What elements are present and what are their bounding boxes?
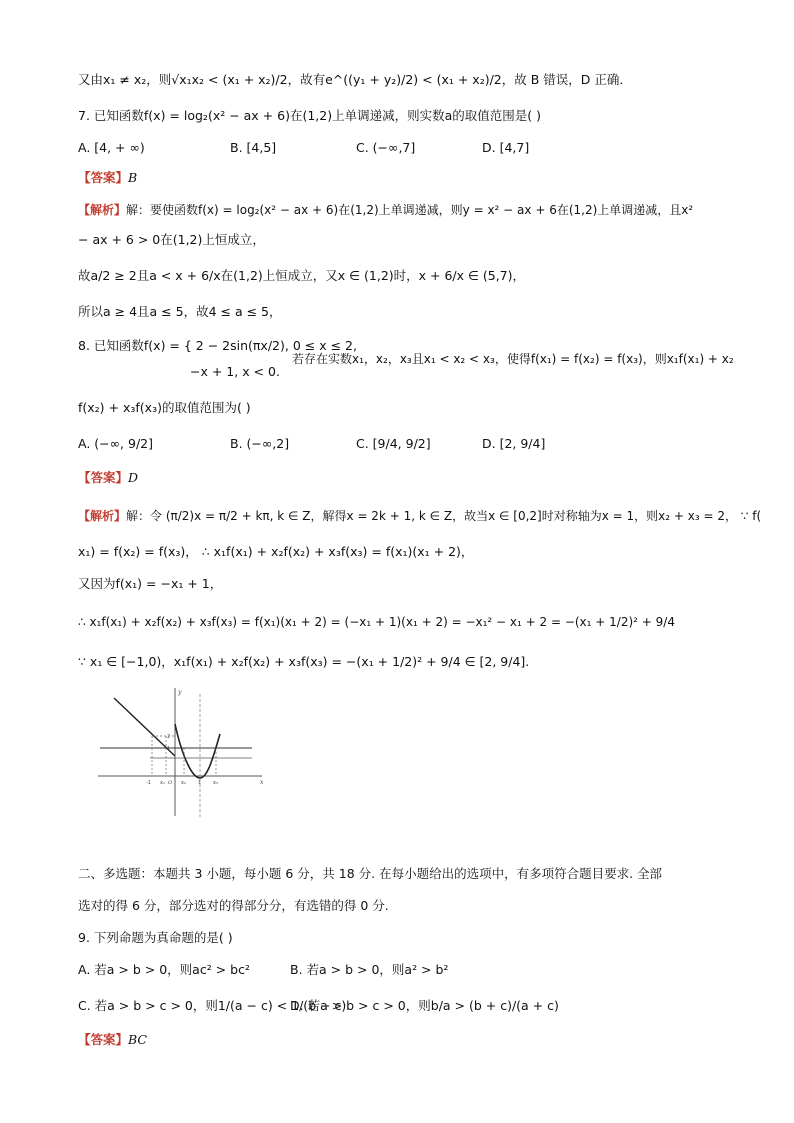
q7-solution-2: − ax + 6 > 0在(1,2)上恒成立， [78,232,265,247]
q7-option-d: D. [4,7] [482,140,530,155]
tick-one: 1 [198,780,202,786]
q7-answer [78,168,137,188]
q7-solution-3: 故a/2 ≥ 2且a < x + 6/x在(1,2)上恒成立，又x ∈ (1,2)时，x + 6/x ∈ (5,7)， [78,268,526,283]
answer-value: B [128,170,138,185]
tick-x2: x₂ [181,780,186,786]
solution-text: 解：要使函数f(x) = log₂(x² − ax + 6)在(1,2)上单调递减，则y = x² − ax + 6在(1,2)上单调递减，且x² [126,203,694,217]
question-9: 9. 下列命题为真命题的是( ) [78,930,233,945]
answer-tag: 【答案】 [78,1032,129,1047]
q7-solution-4: 所以a ≥ 4且a ≤ 5，故4 ≤ a ≤ 5， [78,304,282,319]
tick-minus-one: -1 [146,780,151,786]
q9-answer [78,1030,147,1050]
answer-tag: 【答案】 [78,170,129,185]
tick-x1: x₁ [160,780,165,786]
q8-answer [78,468,138,488]
q8-option-b: B. (−∞,2] [230,436,290,451]
label-origin: O [168,780,173,786]
q8-solution-5: ∵ x₁ ∈ [−1,0)，x₁f(x₁) + x₂f(x₂) + x₃f(x₃) = −(x₁ + 1/2)² + 9/4 ∈ [2, 9/4]. [78,654,530,669]
answer-value: D [128,470,139,485]
q8-solution-2: x₁) = f(x₂) = f(x₃)， ∴ x₁f(x₁) + x₂f(x₂) + x₃f(x₃) = f(x₁)(x₁ + 2)， [78,544,474,559]
question-8-line-b: −x + 1, x < 0. [190,364,280,379]
line-left-branch [114,698,175,756]
solution-text: 解：令 (π/2)x = π/2 + kπ, k ∈ Z，解得x = 2k + 1, k ∈ Z，故当x ∈ [0,2]时对称轴为x = 1，则x₂ + x₃ = 2， ∵ f( [126,509,762,523]
label-one: 1 [167,746,171,752]
question-8-line-a: 8. 已知函数f(x) = { 2 − 2sin(πx/2), 0 ≤ x ≤ 2, [78,338,357,353]
axis-label-y: y [178,689,182,696]
q8-option-a: A. (−∞, 9/2] [78,436,153,451]
q8-option-c: C. [9/4, 9/2] [356,436,431,451]
question-8-line-c: 若存在实数x₁，x₂，x₃且x₁ < x₂ < x₃，使得f(x₁) = f(x₂) = f(x₃)，则x₁f(x₁) + x₂ [292,352,734,366]
answer-value: BC [128,1032,147,1047]
axis-label-x: x [260,779,264,786]
tick-x3: x₃ [213,780,218,786]
q8-option-d: D. [2, 9/4] [482,436,546,451]
q7-option-c: C. (−∞,7] [356,140,416,155]
q9-option-d: D. 若a > b > c > 0，则b/a > (b + c)/(a + c) [290,998,559,1013]
q8-solution-3: 又因为f(x₁) = −x₁ + 1， [78,576,223,591]
q9-option-b: B. 若a > b > 0，则a² > b² [290,962,449,977]
answer-tag: 【答案】 [78,470,129,485]
section-2-heading-line-1: 二、多选题：本题共 3 小题，每小题 6 分，共 18 分. 在每小题给出的选项中，有多项符合题目要求. 全部 [78,866,663,881]
q8-solution-1 [78,506,761,526]
q7-option-a: A. [4, + ∞) [78,140,145,155]
section-2-heading-line-2: 选对的得 6 分，部分选对的得部分分，有选错的得 0 分. [78,898,389,913]
q7-option-b: B. [4,5] [230,140,277,155]
q9-option-a: A. 若a > b > 0，则ac² > bc² [78,962,250,977]
q7-solution-1 [78,200,693,220]
question-7: 7. 已知函数f(x) = log₂(x² − ax + 6)在(1,2)上单调递减，则实数a的取值范围是( ) [78,108,541,123]
line-1: 又由x₁ ≠ x₂，则√x₁x₂ < (x₁ + x₂)/2，故有e^((y₁ + y₂)/2) < (x₁ + x₂)/2，故 B 错误，D 正确． [78,72,632,87]
question-8-line-d: f(x₂) + x₃f(x₃)的取值范围为( ) [78,400,251,415]
q8-solution-4: ∴ x₁f(x₁) + x₂f(x₂) + x₃f(x₃) = f(x₁)(x₁ + 2) = (−x₁ + 1)(x₁ + 2) = −x₁² − x₁ + 2 = −(x₁ + 1/2)² + 9/4 [78,615,675,629]
function-graph [96,686,266,818]
label-two: 2 [167,734,171,740]
solution-tag: 【解析】 [78,203,127,217]
curve-right-branch [175,724,220,778]
q9-option-c: C. 若a > b > c > 0，则1/(a − c) < 1/(b − c) [78,998,347,1013]
solution-tag: 【解析】 [78,509,127,523]
